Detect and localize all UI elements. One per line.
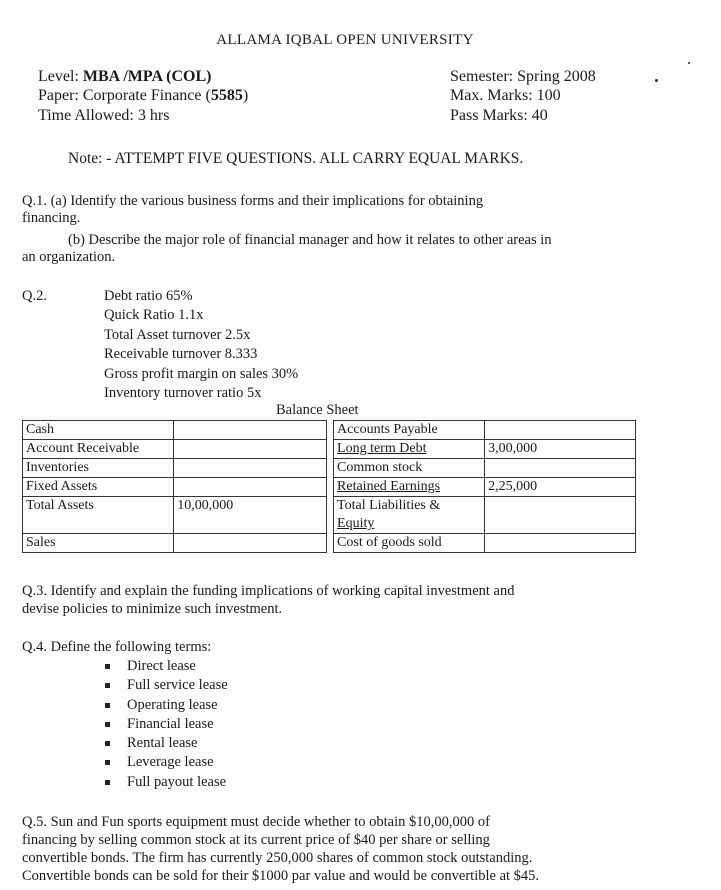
list-item: Full service lease: [100, 676, 228, 695]
semester: Semester: Spring 2008: [450, 68, 596, 85]
list-item: Rental lease: [100, 734, 228, 753]
paper-close: ): [242, 87, 249, 104]
table-cell: Inventories: [23, 459, 174, 478]
table-cell-merged: [334, 497, 485, 534]
list-item: Direct lease: [100, 657, 228, 676]
paper-line: [38, 86, 248, 105]
table-cell: [174, 534, 327, 553]
table-cell: Cash: [23, 421, 174, 440]
balance-sheet-table: [22, 420, 636, 553]
table-cell: [174, 440, 327, 459]
table-cell: Common stock: [334, 459, 485, 478]
level-label: Level:: [38, 68, 83, 85]
ratio-item: Inventory turnover ratio 5x: [104, 385, 262, 402]
ratio-item: Total Asset turnover 2.5x: [104, 326, 251, 343]
paper-label: Paper: Corporate Finance (: [38, 87, 211, 104]
q5-line3: convertible bonds. The firm has currently 250,000 shares of common stock outstanding.: [22, 850, 533, 866]
q2-ratio-list: [104, 287, 298, 403]
table-cell: [485, 459, 636, 478]
q4-heading: Q.4. Define the following terms:: [22, 639, 212, 655]
instructions-note: Note: - ATTEMPT FIVE QUESTIONS. ALL CARRY EQUAL MARKS.: [68, 150, 524, 167]
q3-line1: Q.3. Identify and explain the funding implications of working capital investment and: [22, 583, 515, 599]
table-row: [23, 459, 636, 478]
table-gap: [327, 459, 334, 478]
ratio-item: Quick Ratio 1.1x: [104, 307, 204, 324]
table-cell: Account Receivable: [23, 440, 174, 459]
table-gap: [327, 534, 334, 553]
table-gap: [327, 440, 334, 459]
list-item: Leverage lease: [100, 753, 228, 772]
table-cell: [174, 421, 327, 440]
table-cell: Long term Debt: [334, 440, 485, 459]
table-gap: [327, 421, 334, 440]
speck-mark: [688, 62, 690, 64]
table-row: [23, 478, 636, 497]
table-cell: [485, 421, 636, 440]
q1-part-b-line1: (b) Describe the major role of financial manager and how it relates to other areas in: [68, 232, 552, 248]
table-cell: 3,00,000: [485, 440, 636, 459]
table-row: [23, 440, 636, 459]
paper-code: 5585: [210, 87, 243, 104]
cell-line: Total Liabilities &: [337, 498, 441, 513]
table-row: [23, 421, 636, 440]
table-row: [23, 534, 636, 553]
q4-term-list: [100, 657, 228, 792]
ratio-item: Receivable turnover 8.333: [104, 346, 258, 363]
table-cell: Total Assets: [23, 497, 174, 534]
table-gap: [327, 478, 334, 497]
table-cell: [485, 534, 636, 553]
q5-line2: financing by selling common stock at its current price of $40 per share or selling: [22, 832, 490, 848]
table-cell: Cost of goods sold: [334, 534, 485, 553]
table-cell: Accounts Payable: [334, 421, 485, 440]
ratio-item: Debt ratio 65%: [104, 288, 193, 304]
max-marks: Max. Marks: 100: [450, 87, 561, 104]
level-line: [38, 67, 211, 86]
table-gap: [327, 497, 334, 534]
ratio-item: Gross profit margin on sales 30%: [104, 365, 299, 382]
table-cell: [485, 497, 636, 534]
table-cell: Sales: [23, 534, 174, 553]
list-item: Full payout lease: [100, 773, 228, 792]
university-title: ALLAMA IQBAL OPEN UNIVERSITY: [216, 32, 474, 48]
list-item: Financial lease: [100, 715, 228, 734]
table-cell: [174, 478, 327, 497]
q5-line4: Convertible bonds can be sold for their $1000 par value and would be convertible at $45.: [22, 868, 540, 884]
q1-part-a-line1: Q.1. (a) Identify the various business forms and their implications for obtaining: [22, 193, 484, 209]
balance-sheet-title: Balance Sheet: [276, 402, 359, 418]
list-item: Operating lease: [100, 696, 228, 715]
table-cell: Fixed Assets: [23, 478, 174, 497]
speck-mark: [655, 79, 658, 82]
table-cell: Retained Earnings: [334, 478, 485, 497]
table-cell: 10,00,000: [174, 497, 327, 534]
q3-line2: devise policies to minimize such investment.: [22, 601, 283, 617]
q1-part-b-line2: an organization.: [22, 249, 116, 265]
time-allowed: Time Allowed: 3 hrs: [38, 107, 170, 124]
level-value: MBA /MPA (COL): [82, 68, 212, 85]
q5-line1: Q.5. Sun and Fun sports equipment must decide whether to obtain $10,00,000 of: [22, 814, 490, 830]
q2-label: Q.2.: [22, 288, 47, 304]
cell-line: Equity: [337, 516, 375, 531]
table-cell: 2,25,000: [485, 478, 636, 497]
pass-marks: Pass Marks: 40: [450, 107, 548, 124]
table-cell: [174, 459, 327, 478]
q1-part-a-line2: financing.: [22, 210, 81, 226]
